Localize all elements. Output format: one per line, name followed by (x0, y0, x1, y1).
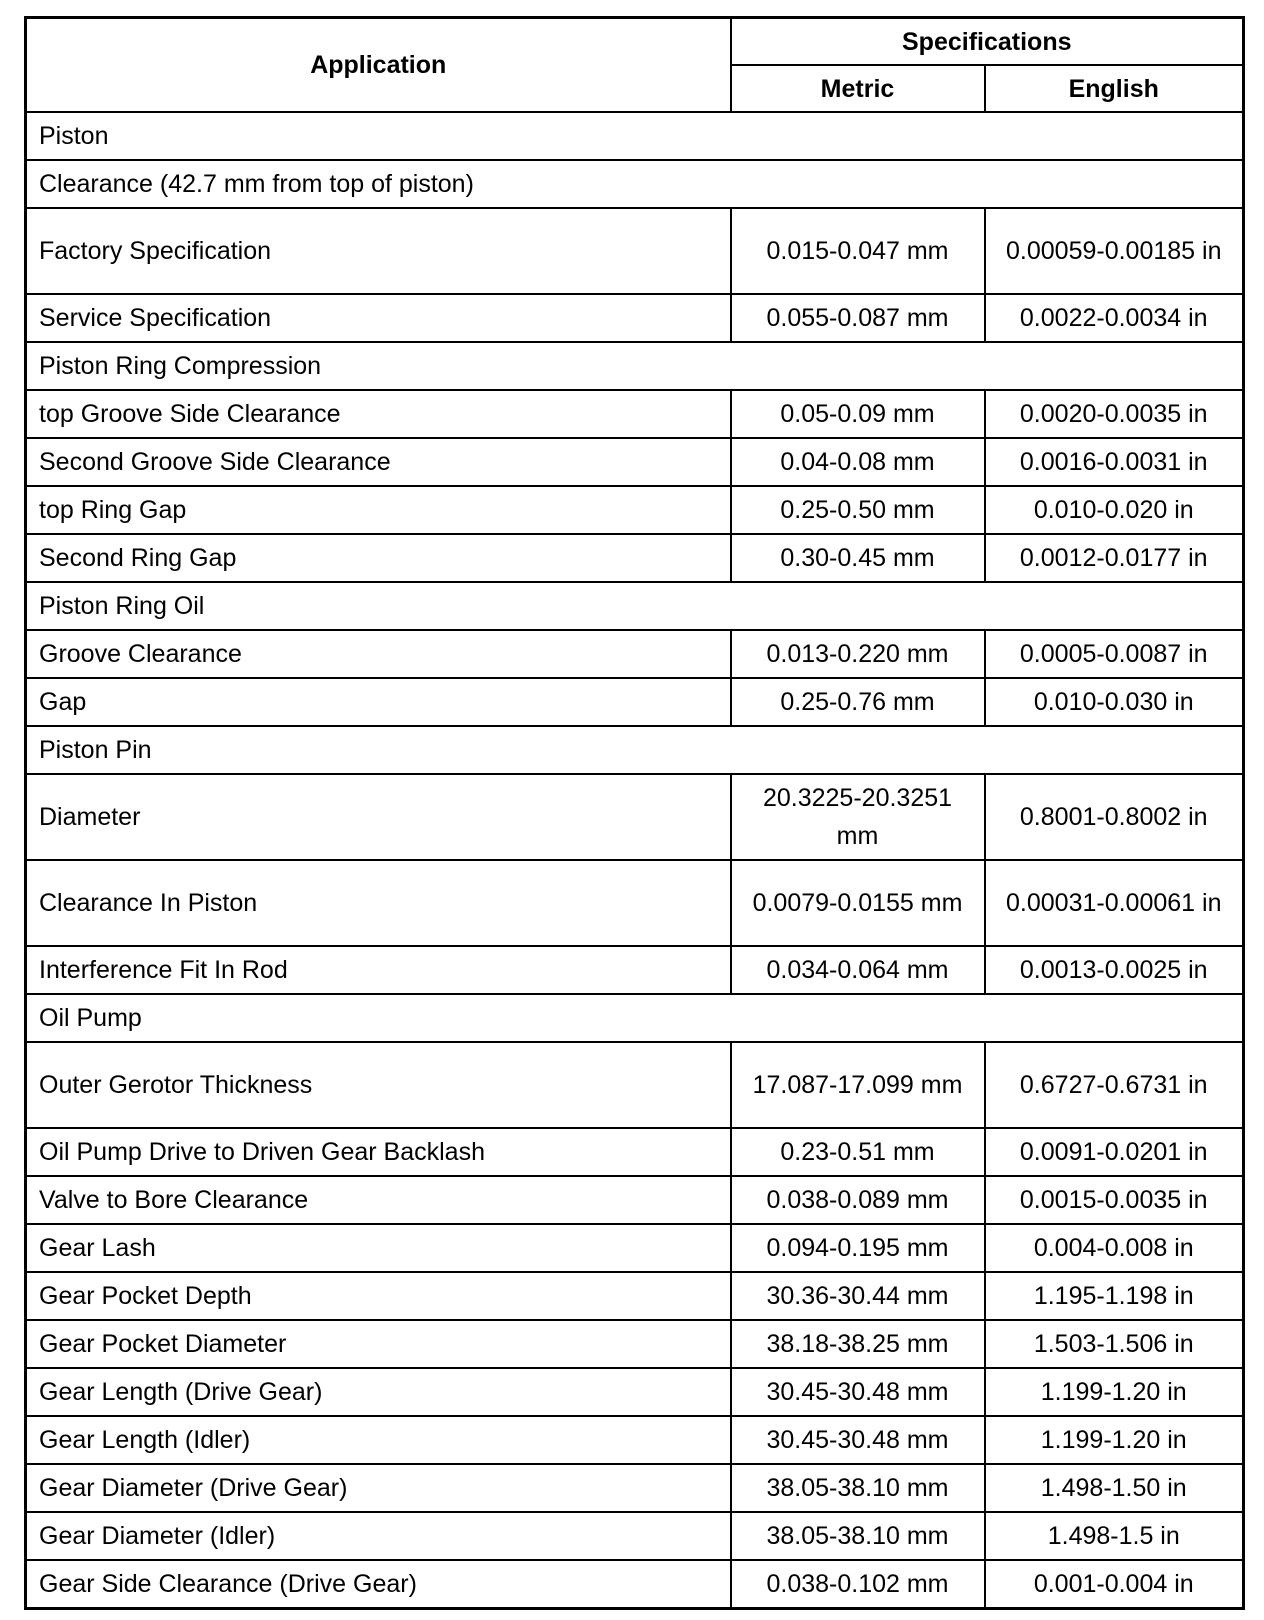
metric-cell: 38.05-38.10 mm (731, 1464, 985, 1512)
application-cell: Clearance In Piston (26, 860, 731, 946)
metric-cell: 30.45-30.48 mm (731, 1368, 985, 1416)
table-row (26, 1512, 1244, 1560)
application-cell: Gear Length (Drive Gear) (26, 1368, 731, 1416)
table-row (26, 1464, 1244, 1512)
table-row (26, 208, 1244, 294)
application-cell: top Ring Gap (26, 486, 731, 534)
metric-cell: 0.015-0.047 mm (731, 208, 985, 294)
section-row (26, 726, 1244, 774)
application-cell: Valve to Bore Clearance (26, 1176, 731, 1224)
table-row (26, 1368, 1244, 1416)
section-row (26, 582, 1244, 630)
english-cell: 0.0013-0.0025 in (985, 946, 1244, 994)
section-row (26, 160, 1244, 208)
metric-cell: 0.25-0.76 mm (731, 678, 985, 726)
english-header: English (985, 65, 1244, 112)
table-row (26, 294, 1244, 342)
english-cell: 0.0005-0.0087 in (985, 630, 1244, 678)
table-row (26, 678, 1244, 726)
metric-cell: 38.05-38.10 mm (731, 1512, 985, 1560)
application-cell: Gear Diameter (Drive Gear) (26, 1464, 731, 1512)
table-row (26, 1320, 1244, 1368)
english-cell: 0.8001-0.8002 in (985, 774, 1244, 860)
metric-cell: 30.45-30.48 mm (731, 1416, 985, 1464)
application-cell: Diameter (26, 774, 731, 860)
metric-cell: 0.055-0.087 mm (731, 294, 985, 342)
application-cell: Gear Length (Idler) (26, 1416, 731, 1464)
metric-cell: 0.04-0.08 mm (731, 438, 985, 486)
english-cell: 1.199-1.20 in (985, 1368, 1244, 1416)
english-cell: 0.004-0.008 in (985, 1224, 1244, 1272)
table-row (26, 486, 1244, 534)
metric-cell: 30.36-30.44 mm (731, 1272, 985, 1320)
section-row (26, 112, 1244, 160)
metric-cell: 0.038-0.102 mm (731, 1560, 985, 1609)
table-row (26, 1224, 1244, 1272)
english-cell: 0.001-0.004 in (985, 1560, 1244, 1609)
section-label: Piston Pin (26, 726, 1244, 774)
metric-cell: 20.3225-20.3251 mm (731, 774, 985, 860)
table-row (26, 438, 1244, 486)
metric-cell: 0.25-0.50 mm (731, 486, 985, 534)
metric-cell: 0.23-0.51 mm (731, 1128, 985, 1176)
specifications-table (24, 16, 1245, 1610)
application-cell: Second Ring Gap (26, 534, 731, 582)
metric-cell: 0.094-0.195 mm (731, 1224, 985, 1272)
section-label: Piston (26, 112, 1244, 160)
application-cell: Gap (26, 678, 731, 726)
section-label: Piston Ring Oil (26, 582, 1244, 630)
header-row (26, 18, 1244, 66)
table-row (26, 534, 1244, 582)
english-cell: 0.0012-0.0177 in (985, 534, 1244, 582)
metric-cell: 17.087-17.099 mm (731, 1042, 985, 1128)
section-label: Piston Ring Compression (26, 342, 1244, 390)
english-cell: 1.498-1.50 in (985, 1464, 1244, 1512)
metric-cell: 38.18-38.25 mm (731, 1320, 985, 1368)
table-row (26, 1042, 1244, 1128)
english-cell: 0.0016-0.0031 in (985, 438, 1244, 486)
application-cell: Gear Lash (26, 1224, 731, 1272)
table-row (26, 1176, 1244, 1224)
application-cell: Second Groove Side Clearance (26, 438, 731, 486)
table-row (26, 1560, 1244, 1609)
english-cell: 0.0022-0.0034 in (985, 294, 1244, 342)
section-row (26, 994, 1244, 1042)
english-cell: 1.498-1.5 in (985, 1512, 1244, 1560)
application-cell: Oil Pump Drive to Driven Gear Backlash (26, 1128, 731, 1176)
application-cell: Service Specification (26, 294, 731, 342)
section-label: Oil Pump (26, 994, 1244, 1042)
table-row (26, 630, 1244, 678)
english-cell: 0.00059-0.00185 in (985, 208, 1244, 294)
section-label: Clearance (42.7 mm from top of piston) (26, 160, 1244, 208)
application-cell: top Groove Side Clearance (26, 390, 731, 438)
english-cell: 0.010-0.030 in (985, 678, 1244, 726)
table-row (26, 946, 1244, 994)
application-cell: Outer Gerotor Thickness (26, 1042, 731, 1128)
application-cell: Factory Specification (26, 208, 731, 294)
english-cell: 0.0091-0.0201 in (985, 1128, 1244, 1176)
english-cell: 0.0020-0.0035 in (985, 390, 1244, 438)
application-cell: Gear Pocket Diameter (26, 1320, 731, 1368)
english-cell: 0.0015-0.0035 in (985, 1176, 1244, 1224)
table-row (26, 860, 1244, 946)
application-cell: Gear Diameter (Idler) (26, 1512, 731, 1560)
table-row (26, 390, 1244, 438)
english-cell: 0.6727-0.6731 in (985, 1042, 1244, 1128)
application-header: Application (26, 18, 731, 113)
application-cell: Interference Fit In Rod (26, 946, 731, 994)
application-cell: Gear Pocket Depth (26, 1272, 731, 1320)
metric-cell: 0.30-0.45 mm (731, 534, 985, 582)
metric-cell: 0.013-0.220 mm (731, 630, 985, 678)
metric-cell: 0.0079-0.0155 mm (731, 860, 985, 946)
english-cell: 1.199-1.20 in (985, 1416, 1244, 1464)
english-cell: 0.010-0.020 in (985, 486, 1244, 534)
table-body (26, 112, 1244, 1609)
table-row (26, 1272, 1244, 1320)
table-row (26, 1416, 1244, 1464)
english-cell: 1.503-1.506 in (985, 1320, 1244, 1368)
application-cell: Groove Clearance (26, 630, 731, 678)
application-cell: Gear Side Clearance (Drive Gear) (26, 1560, 731, 1609)
metric-cell: 0.034-0.064 mm (731, 946, 985, 994)
table-row (26, 1128, 1244, 1176)
metric-cell: 0.05-0.09 mm (731, 390, 985, 438)
section-row (26, 342, 1244, 390)
metric-header: Metric (731, 65, 985, 112)
english-cell: 0.00031-0.00061 in (985, 860, 1244, 946)
table-row (26, 774, 1244, 860)
english-cell: 1.195-1.198 in (985, 1272, 1244, 1320)
specifications-header: Specifications (731, 18, 1244, 66)
metric-cell: 0.038-0.089 mm (731, 1176, 985, 1224)
